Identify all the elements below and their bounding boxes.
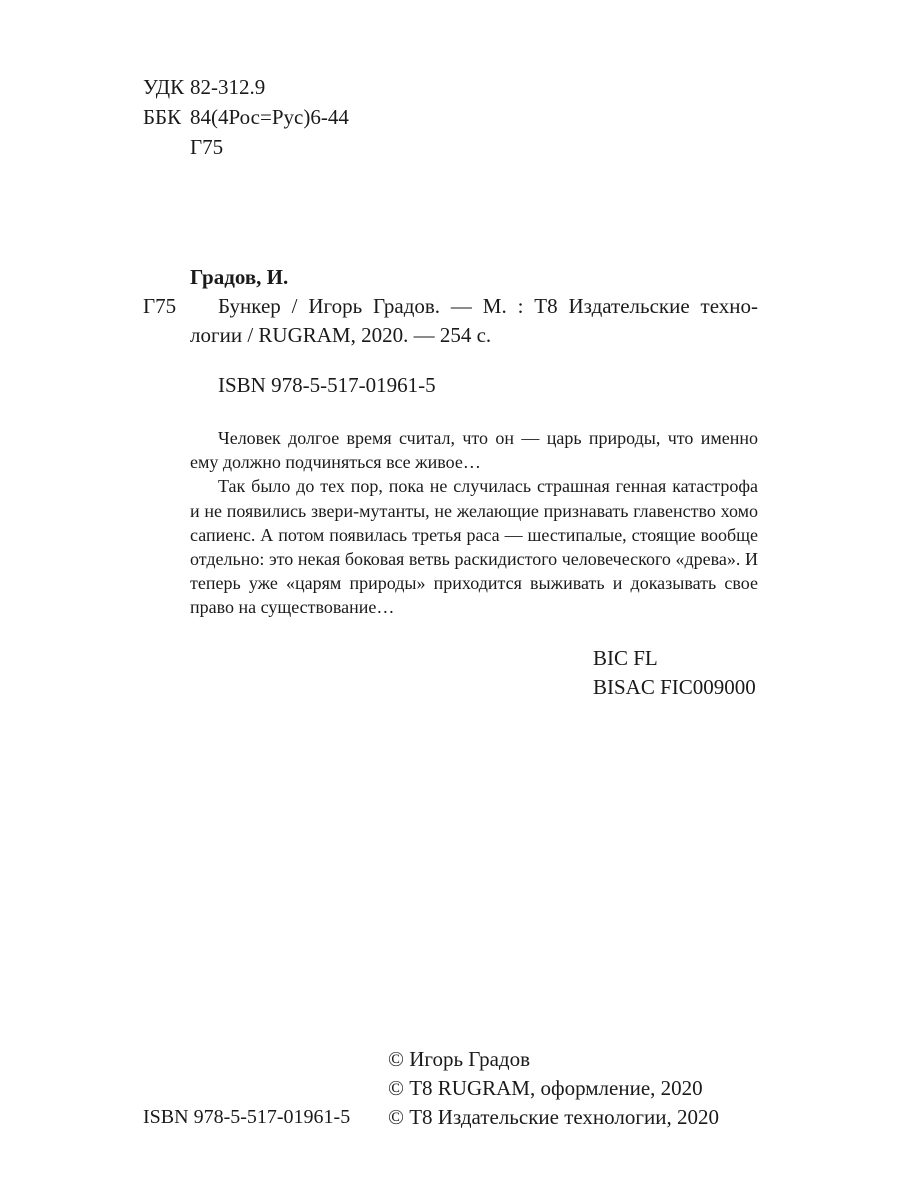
cutter-code-top: Г75 bbox=[190, 135, 224, 159]
bibliographic-description-line1: Бункер / Игорь Градов. — М. : Т8 Издательские техно- bbox=[218, 294, 758, 318]
copyright-publisher: © Т8 Издательские технологии, 2020 bbox=[388, 1105, 719, 1129]
bic-code: BIC FL bbox=[593, 646, 658, 670]
bibliographic-description-line2: логии / RUGRAM, 2020. — 254 с. bbox=[190, 323, 492, 347]
udk-row bbox=[143, 73, 265, 101]
isbn-entry: ISBN 978-5-517-01961-5 bbox=[218, 373, 436, 397]
bbk-row bbox=[143, 103, 349, 131]
author-heading: Градов, И. bbox=[190, 265, 289, 289]
udk-label: УДК bbox=[143, 75, 185, 99]
copyright-author: © Игорь Градов bbox=[388, 1047, 531, 1071]
annotation bbox=[190, 426, 758, 620]
cutter-code: Г75 bbox=[143, 294, 177, 318]
udk-value: 82-312.9 bbox=[190, 75, 266, 99]
bbk-value: 84(4Рос=Рус)6-44 bbox=[190, 105, 349, 129]
copyright-design: © Т8 RUGRAM, оформление, 2020 bbox=[388, 1076, 703, 1100]
isbn-footer: ISBN 978-5-517-01961-5 bbox=[143, 1106, 351, 1128]
annotation-paragraph: Так было до тех пор, пока не случилась страшная генная катастрофа и не появились звери-мутанты, не желающие признавать главенство хомо сапиенс. А потом появилась третья раса — шестипалые, стоящие вообще отдельно: это некая боковая ветвь раскидистого человеческого «древа». И теперь уже «царям природы» приходится выживать и доказывать свое право на существование… bbox=[190, 476, 758, 618]
annotation-paragraph: Человек долгое время считал, что он — царь природы, что именно ему должно подчиняться все живое… bbox=[190, 428, 758, 473]
bisac-code: BISAC FIC009000 bbox=[593, 675, 756, 699]
bbk-label: ББК bbox=[143, 105, 182, 129]
